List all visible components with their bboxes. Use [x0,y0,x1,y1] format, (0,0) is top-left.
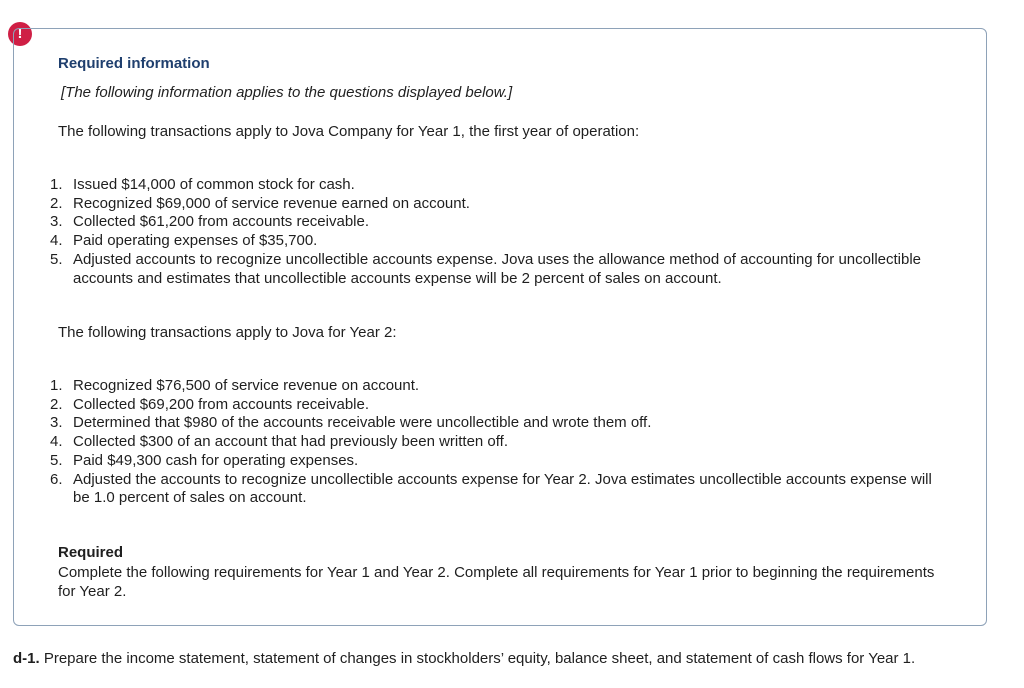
year1-intro: The following transactions apply to Jova Company for Year 1, the first year of operation: [58,123,640,140]
required-text: Complete the following requirements for Year 1 and Year 2. Complete all requirements for Year 1 prior to beginning the requirements for Year 2. [58,564,935,600]
list-item: 4. Collected $300 of an account that had previously been written off. [50,433,509,451]
question-text: Prepare the income statement, statement of changes in stockholders’ equity, balance sheet, and statement of cash flows for Year 1. [43,650,916,667]
list-item: 1. Recognized $76,500 of service revenue on account. [50,377,420,394]
list-item: 4. Paid operating expenses of $35,700. [50,232,318,250]
list-item: 2. Recognized $69,000 of service revenue earned on account. [50,194,470,212]
box-note: [The following information applies to the questions displayed below.] [61,84,513,101]
question-d1 [13,650,1018,669]
required-heading: Required [58,544,124,561]
list-item: 3. Determined that $980 of the accounts receivable were uncollectible and wrote them off. [50,414,652,432]
year2-intro: The following transactions apply to Jova for Year 2: [58,324,397,341]
list-item: 3. Collected $61,200 from accounts receivable. [50,213,370,231]
required-information-box [13,28,987,626]
year2-transactions [50,377,950,508]
year1-transactions [50,176,930,288]
list-item: 5. Paid $49,300 cash for operating expenses. [50,451,359,469]
list-item: 6. Adjusted the accounts to recognize uncollectible accounts expense for Year 2. Jova estimates uncollectible accounts expense will be 1.0 percent of sales on account. [50,470,932,507]
list-item: 2. Collected $69,200 from accounts receivable. [50,395,370,413]
list-item: 1. Issued $14,000 of common stock for cash. [50,176,355,193]
question-label: d-1. [13,650,40,667]
alert-icon: ! [8,22,32,46]
box-title: Required information [58,55,210,72]
list-item: 5. Adjusted accounts to recognize uncollectible accounts expense. Jova uses the allowance method of accounting for uncollectible accounts and estimates that uncollectible accounts expense will be 2 percent of sales on account. [50,250,922,287]
